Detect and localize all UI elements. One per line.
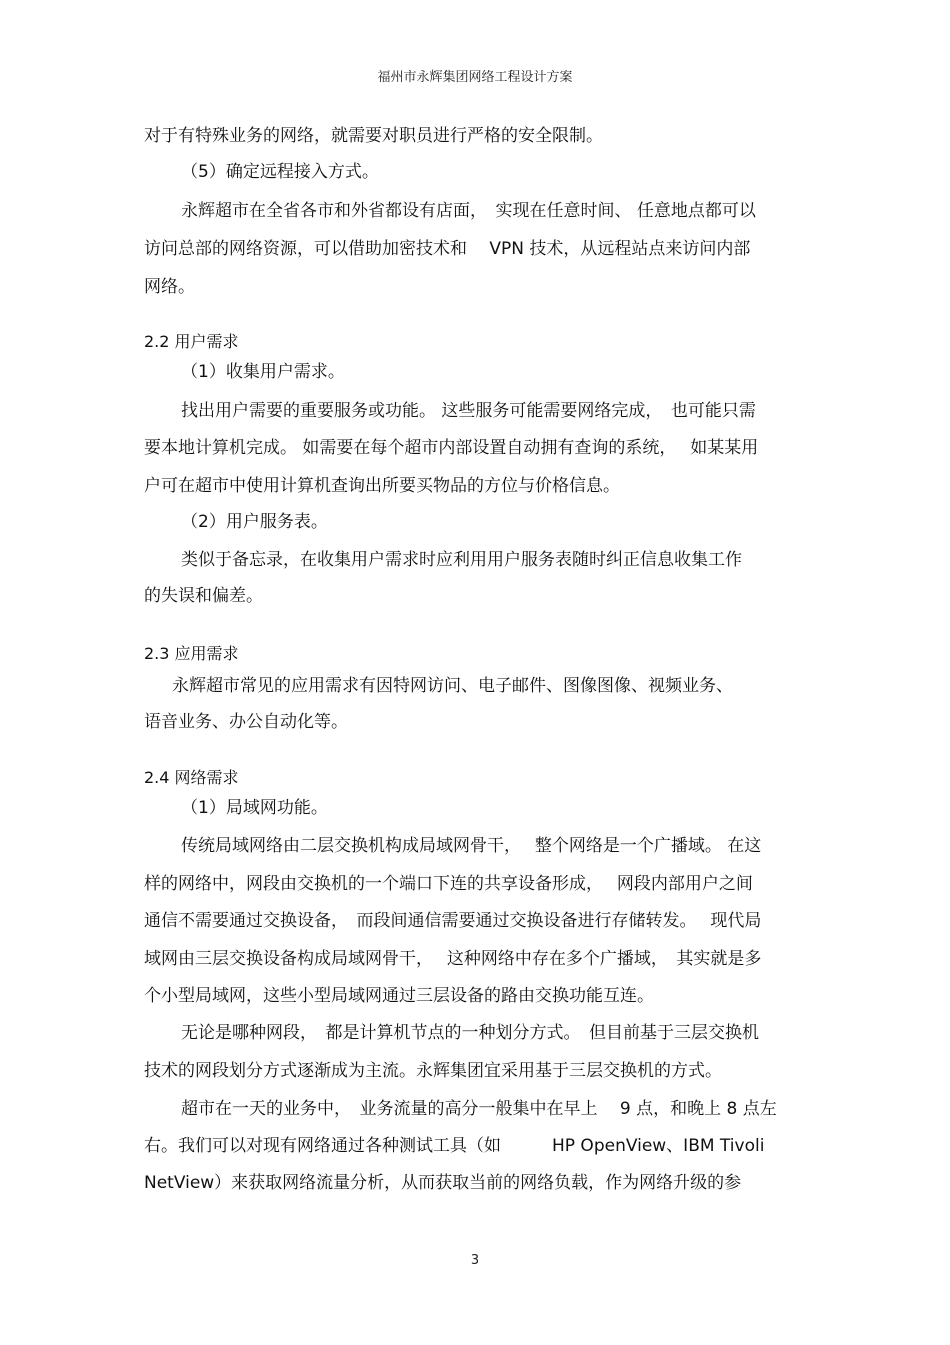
paragraph-line: 超市在一天的业务中， 业务流量的高分一般集中在早上 9 点，和晚上 8 点左 [181,1099,777,1119]
paragraph-line: 户可在超市中使用计算机查询出所要买物品的方位与价格信息。 [144,476,620,496]
paragraph-line: 要本地计算机完成。 如需要在每个超市内部设置自动拥有查询的系统， 如某某用 [144,438,759,458]
paragraph-line: 右。我们可以对现有网络通过各种测试工具（如 HP OpenView、IBM Tivoli [144,1136,765,1156]
list-item: （5）确定远程接入方式。 [181,162,379,182]
paragraph-line: 网络。 [144,277,195,297]
paragraph-line: 永辉超市在全省各市和外省都设有店面， 实现在任意时间、 任意地点都可以 [181,201,756,221]
paragraph-line: 访问总部的网络资源，可以借助加密技术和 VPN 技术，从远程站点来访问内部 [144,239,751,259]
paragraph-line: 语音业务、办公自动化等。 [144,712,348,732]
list-item: （1）局域网功能。 [181,798,328,818]
paragraph-line: 个小型局域网，这些小型局域网通过三层设备的路由交换功能互连。 [144,986,654,1006]
section-heading: 2.3 应用需求 [144,644,239,663]
paragraph-line: 的失误和偏差。 [144,586,263,606]
paragraph-line: 找出用户需要的重要服务或功能。 这些服务可能需要网络完成， 也可能只需 [181,401,756,421]
list-item: （1）收集用户需求。 [181,362,345,382]
paragraph-line: 无论是哪种网段， 都是计算机节点的一种划分方式。 但目前基于三层交换机 [181,1023,759,1043]
paragraph-line: 类似于备忘录，在收集用户需求时应利用用户服务表随时纠正信息收集工作 [181,550,742,570]
paragraph-line: 域网由三层交换设备构成局域网骨干， 这种网络中存在多个广播域， 其实就是多 [144,949,762,969]
paragraph-line: 样的网络中，网段由交换机的一个端口下连的共享设备形成， 网段内部用户之间 [144,874,753,894]
paragraph-line: 传统局域网络由二层交换机构成局域网骨干， 整个网络是一个广播域。 在这 [181,836,762,856]
page-number: 3 [470,1253,480,1268]
paragraph-line: NetView）来获取网络流量分析，从而获取当前的网络负载，作为网络升级的参 [144,1173,742,1193]
paragraph-line: 永辉超市常见的应用需求有因特网访问、电子邮件、图像图像、视频业务、 [172,676,733,696]
list-item: （2）用户服务表。 [181,512,328,532]
section-heading: 2.2 用户需求 [144,332,239,351]
section-heading: 2.4 网络需求 [144,768,239,787]
paragraph-line: 技术的网段划分方式逐渐成为主流。永辉集团宜采用基于三层交换机的方式。 [144,1061,722,1081]
page-header: 福州市永辉集团网络工程设计方案 [377,70,573,85]
paragraph-line: 通信不需要通过交换设备， 而段间通信需要通过交换设备进行存储转发。 现代局 [144,911,762,931]
paragraph-line: 对于有特殊业务的网络，就需要对职员进行严格的安全限制。 [144,126,603,146]
